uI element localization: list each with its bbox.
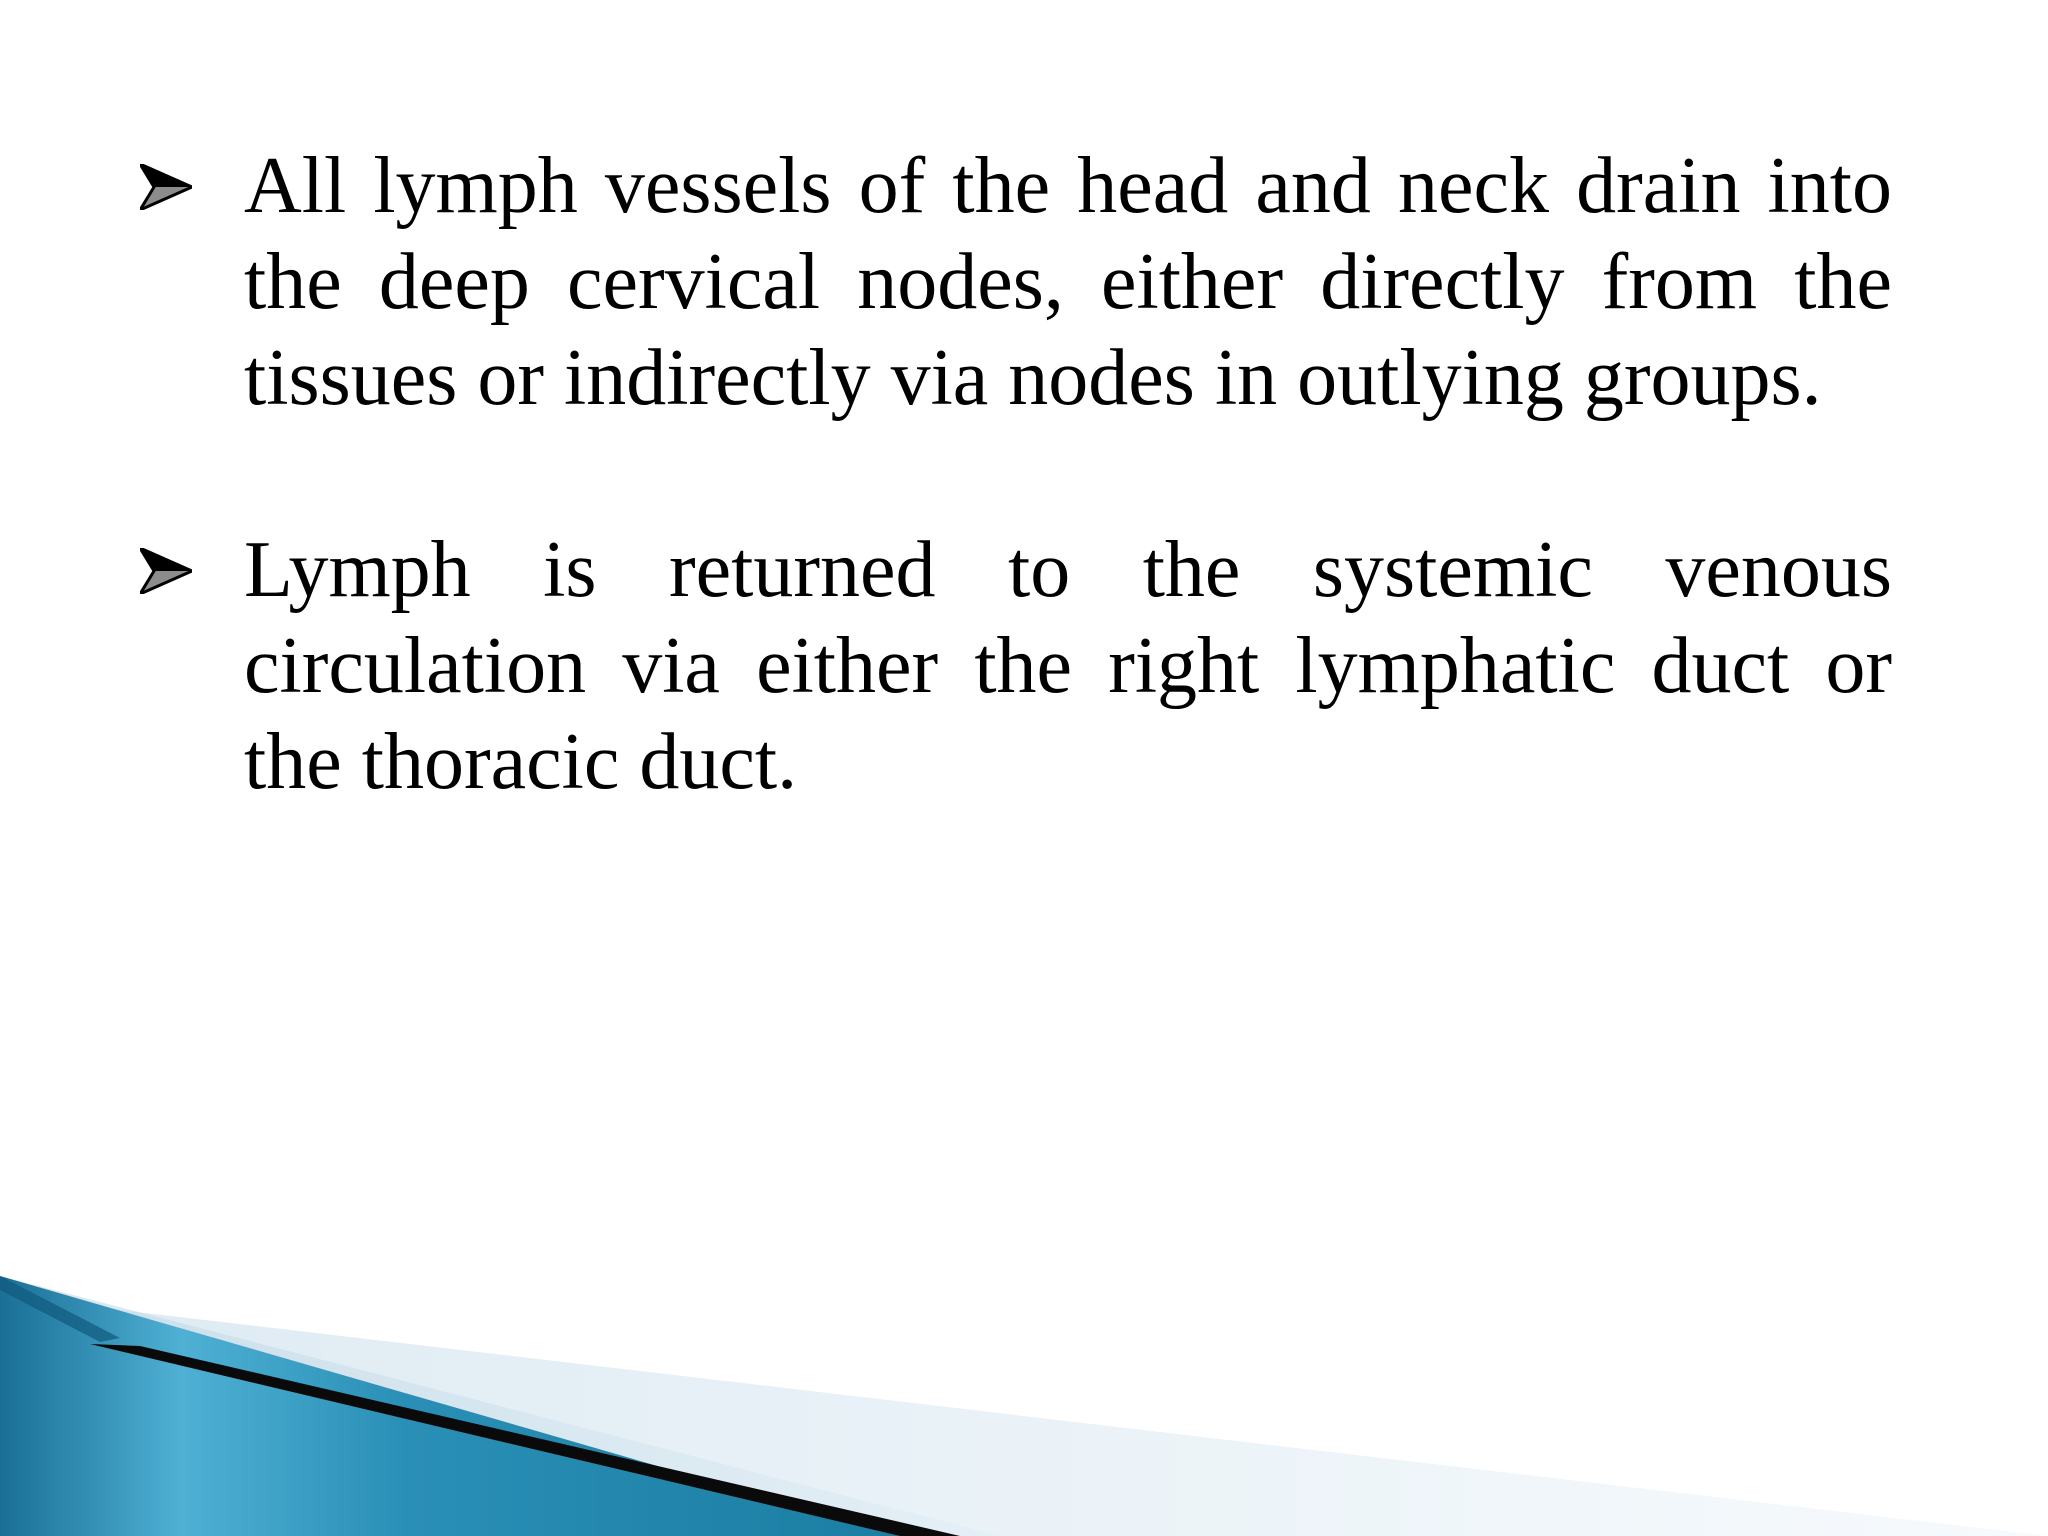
arrowhead-bullet-icon (140, 164, 192, 210)
bullet-item (140, 138, 1892, 426)
bullet-item (140, 522, 1892, 810)
bullet-text: All lymph vessels of the head and neck drain into the deep cervical nodes, either directly from the tissues or indirectly via nodes in outlying groups. (244, 142, 1892, 422)
decorative-swoosh (0, 1276, 2048, 1536)
bullet-text: Lymph is returned to the systemic venous circulation via either the right lymphatic duct or the thoracic duct. (244, 526, 1892, 806)
arrowhead-bullet-icon (140, 548, 192, 594)
bullet-list (140, 138, 1892, 906)
